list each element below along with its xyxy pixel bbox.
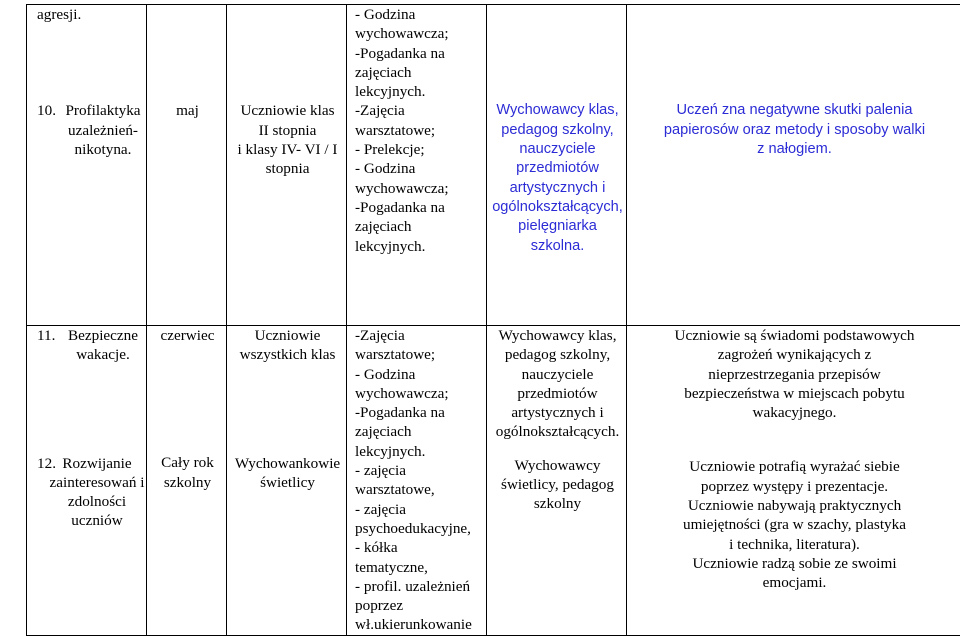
- forms-line: -Pogadanka na: [355, 198, 486, 217]
- topic-line: Profilaktyka: [63, 101, 143, 120]
- responsible-line: pielęgniarka: [489, 217, 626, 236]
- forms-line: zajęciach: [355, 217, 486, 236]
- responsible-line: pedagog szkolny,: [489, 345, 626, 364]
- forms-line: lekcyjnych.: [355, 442, 486, 461]
- date-cell: [147, 101, 227, 325]
- forms-line: - kółka: [355, 538, 486, 557]
- responsible-line: przedmiotów: [489, 384, 626, 403]
- date-cell: [147, 5, 227, 102]
- forms-line: lekcyjnych.: [355, 82, 486, 101]
- responsible-cell: [487, 325, 627, 635]
- results-line: i technika, literatura).: [629, 535, 960, 554]
- forms-line: tematyczne,: [355, 558, 486, 577]
- forms-line: -Zajęcia: [355, 326, 486, 345]
- results-line: wakacyjnego.: [629, 403, 960, 422]
- topic-line: uczniów: [48, 511, 146, 530]
- responsible-line: nauczyciele: [489, 365, 626, 384]
- results-cell: [627, 325, 960, 635]
- forms-line: warsztatowe;: [355, 121, 486, 140]
- responsible-line: przedmiotów: [489, 159, 626, 178]
- results-line: papierosów oraz metody i sposoby walki: [629, 121, 960, 140]
- forms-line: - Godzina: [355, 5, 486, 24]
- participants-line: wszystkich klas: [229, 345, 346, 364]
- topic-line: nikotyna.: [63, 140, 143, 159]
- participants-cell: [227, 5, 347, 102]
- responsible-line: ogólnokształcących.: [489, 422, 626, 441]
- forms-line: poprzez: [355, 596, 486, 615]
- participants-line: stopnia: [229, 159, 346, 178]
- participants-line: i klasy IV- VI / I: [229, 140, 346, 159]
- responsible-line: ogólnokształcących,: [489, 198, 626, 217]
- responsible-line: Wychowawcy klas,: [489, 101, 626, 120]
- responsible-line: nauczyciele: [489, 140, 626, 159]
- results-line: emocjami.: [629, 573, 960, 592]
- responsible-cell: [487, 5, 627, 102]
- participants-cell: [227, 325, 347, 635]
- results-line: Uczniowie potrafią wyrażać siebie: [629, 457, 960, 476]
- forms-line: - profil. uzależnień: [355, 577, 486, 596]
- forms-cell: [347, 101, 487, 325]
- results-line: nieprzestrzegania przepisów: [629, 365, 960, 384]
- forms-line: - zajęcia: [355, 500, 486, 519]
- responsible-line: świetlicy, pedagog: [489, 475, 626, 494]
- forms-line: zajęciach: [355, 63, 486, 82]
- forms-line: wychowawcza;: [355, 24, 486, 43]
- date-cell: [147, 325, 227, 635]
- results-line: umiejętności (gra w szachy, plastyka: [629, 515, 960, 534]
- results-line: Uczeń zna negatywne skutki palenia: [629, 101, 960, 120]
- results-line: Uczniowie są świadomi podstawowych: [629, 326, 960, 345]
- forms-line: zajęciach: [355, 422, 486, 441]
- responsible-line: pedagog szkolny,: [489, 121, 626, 140]
- topic-line: Bezpieczne: [63, 326, 143, 345]
- participants-cell: [227, 101, 347, 325]
- responsible-line: artystycznych i: [489, 403, 626, 422]
- responsible-line: artystycznych i: [489, 179, 626, 198]
- responsible-line: Wychowawcy: [489, 456, 626, 475]
- forms-line: - Prelekcje;: [355, 140, 486, 159]
- forms-line: warsztatowe;: [355, 345, 486, 364]
- participants-line: Wychowankowie: [229, 454, 346, 473]
- forms-line: -Pogadanka na: [355, 44, 486, 63]
- forms-line: wychowawcza;: [355, 384, 486, 403]
- responsible-line: szkolny: [489, 494, 626, 513]
- table-row: [27, 325, 960, 635]
- topic-line: zainteresowań i: [48, 473, 146, 492]
- participants-line: Uczniowie: [229, 326, 346, 345]
- participants-line: świetlicy: [229, 473, 346, 492]
- date-line: Cały rok: [149, 453, 226, 472]
- forms-cell: [347, 5, 487, 102]
- date-line: szkolny: [149, 473, 226, 492]
- results-cell: [627, 101, 960, 325]
- results-line: Uczniowie radzą sobie ze swoimi: [629, 554, 960, 573]
- forms-line: -Pogadanka na: [355, 403, 486, 422]
- forms-line: - Godzina: [355, 365, 486, 384]
- row-number: 11.: [37, 326, 63, 365]
- topic-text: agresji.: [37, 6, 81, 23]
- topic-cell: [27, 101, 147, 325]
- date-text: czerwiec: [149, 326, 226, 345]
- results-line: bezpieczeństwa w miejscach pobytu: [629, 384, 960, 403]
- plan-table: [26, 4, 960, 636]
- topic-line: zdolności: [48, 492, 146, 511]
- responsible-line: szkolna.: [489, 237, 626, 256]
- participants-line: II stopnia: [229, 121, 346, 140]
- row-number: 10.: [37, 101, 63, 159]
- table-row: [27, 5, 960, 102]
- participants-line: Uczniowie klas: [229, 101, 346, 120]
- forms-line: -Zajęcia: [355, 101, 486, 120]
- forms-line: wł.ukierunkowanie: [355, 615, 486, 634]
- results-line: Uczniowie nabywają praktycznych: [629, 496, 960, 515]
- topic-cell: [27, 5, 147, 102]
- forms-line: - Godzina: [355, 159, 486, 178]
- responsible-cell: [487, 101, 627, 325]
- row-number: 12.: [37, 454, 62, 531]
- topic-line: Rozwijanie: [48, 454, 146, 473]
- topic-cell: [27, 325, 147, 635]
- results-cell: [627, 5, 960, 102]
- forms-cell: [347, 325, 487, 635]
- forms-line: lekcyjnych.: [355, 237, 486, 256]
- topic-line: uzależnień-: [63, 121, 143, 140]
- date-text: maj: [176, 102, 199, 119]
- topic-line: wakacje.: [63, 345, 143, 364]
- results-line: zagrożeń wynikających z: [629, 345, 960, 364]
- forms-line: psychoedukacyjne,: [355, 519, 486, 538]
- responsible-line: Wychowawcy klas,: [489, 326, 626, 345]
- results-line: z nałogiem.: [629, 140, 960, 159]
- forms-line: - zajęcia: [355, 461, 486, 480]
- forms-line: warsztatowe,: [355, 480, 486, 499]
- table-row: [27, 101, 960, 325]
- forms-line: wychowawcza;: [355, 179, 486, 198]
- results-line: poprzez występy i prezentacje.: [629, 477, 960, 496]
